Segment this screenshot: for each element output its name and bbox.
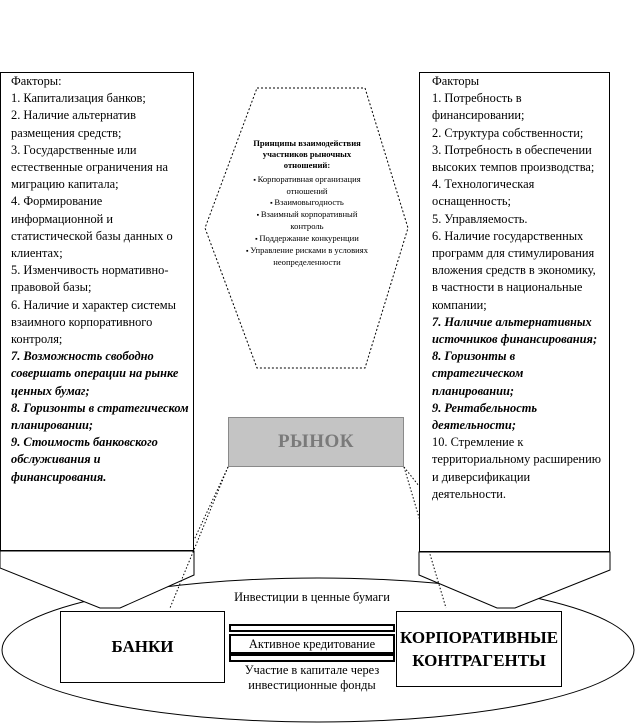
market-label: РЫНОК [277, 431, 355, 452]
left-factor-item: 9. Стоимость банковского обслуживания и финансирования. [11, 435, 158, 484]
banks-label: БАНКИ [111, 637, 174, 656]
left-factor-item: 4. Формирование информационной и статистической базы данных о клиентах; [11, 194, 173, 261]
right-factor-item: 8. Горизонты в стратегическом планировании; [432, 349, 524, 398]
principles-block [242, 138, 372, 268]
market-link-right [404, 467, 419, 486]
corporate-counterparties-label: КОРПОРАТИВНЫЕ КОНТРАГЕНТЫ [399, 628, 559, 670]
corporate-counterparties-box [396, 611, 562, 687]
link-bar-bottom [229, 654, 395, 662]
principle-item: ▪ Взаимный корпоративный контроль [242, 209, 372, 232]
left-factors-heading: Факторы: [11, 74, 62, 88]
right-factor-item: 4. Технологическая оснащенность; [432, 177, 535, 209]
left-factor-item: 1. Капитализация банков; [11, 91, 146, 106]
right-factor-item: 3. Потребность в обеспечении высоких темпов производства; [432, 142, 595, 175]
left-factor-item: 5. Изменчивость нормативно-правовой базы; [11, 263, 169, 295]
market-link-left [194, 467, 228, 540]
right-factors-box [419, 72, 610, 552]
left-factor-item: 8. Горизонты в стратегическом планировании; [11, 400, 189, 433]
right-factor-item: 2. Структура собственности; [432, 125, 584, 140]
right-factor-item: 10. Стремление к территориальному расширению и диверсификации деятельности. [432, 435, 601, 501]
principle-item: ▪ Корпоративная организация отношений [242, 174, 372, 197]
right-factor-item: 9. Рентабельность деятельности; [432, 400, 537, 433]
banks-box [60, 611, 225, 683]
right-factors-heading: Факторы [432, 74, 480, 88]
left-factors-box [0, 72, 194, 551]
link-bar-top [229, 624, 395, 632]
principle-item: ▪ Управление рисками в условиях неопределенности [242, 245, 372, 268]
right-factor-item: 6. Наличие государственных программ для стимулирования вложения средств в экономику, в частности в национальные компании; [432, 228, 596, 312]
left-factor-item: 7. Возможность свободно совершать операции на рынке ценных бумаг; [11, 349, 179, 398]
link-credit: Активное кредитование [248, 637, 376, 651]
left-factor-item: 6. Наличие и характер системы взаимного корпоративного контроля; [11, 297, 176, 347]
right-factor-item: 7. Наличие альтернативных источников финансирования; [432, 314, 598, 347]
principle-item: ▪ Поддержание конкуренции [242, 233, 372, 245]
principles-title: Принципы взаимодействия участников рыночных отношений: [253, 138, 361, 171]
left-factor-item: 2. Наличие альтернатив размещения средств; [11, 108, 137, 140]
market-box [228, 417, 404, 467]
link-capital: Участие в капитале через инвестиционные фонды [244, 663, 380, 692]
principle-item: ▪ Взаимовыгодность [242, 197, 372, 209]
left-factor-item: 3. Государственные или естественные ограничения на миграцию капитала; [11, 142, 169, 192]
link-securities: Инвестиции в ценные бумаги [234, 590, 390, 604]
right-factor-item: 1. Потребность в финансировании; [432, 91, 525, 123]
right-factor-item: 5. Управляемость. [432, 211, 528, 226]
principles-list [242, 174, 372, 269]
